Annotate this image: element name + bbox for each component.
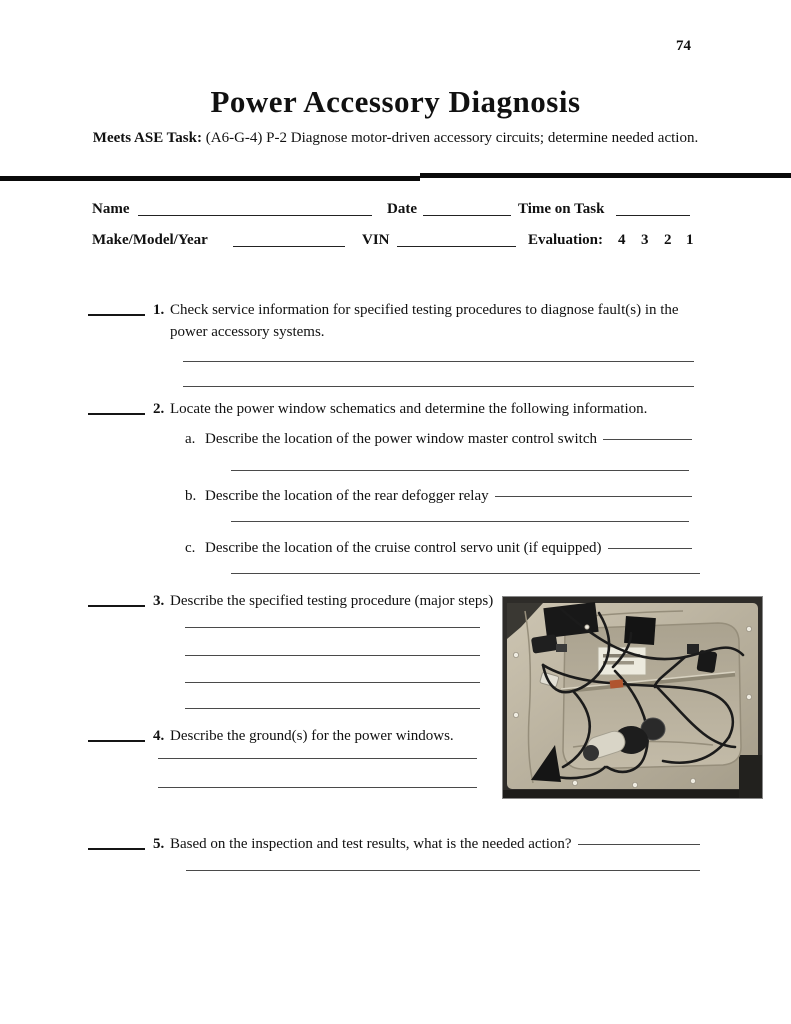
- item3-text: Describe the specified testing procedure (major steps): [170, 593, 494, 609]
- answer-line: [231, 470, 689, 471]
- answer-line: [186, 870, 700, 871]
- item2c-text: Describe the location of the cruise control servo unit (if equipped): [205, 540, 602, 556]
- answer-line: [158, 758, 477, 759]
- item2-number: 2.: [153, 401, 165, 417]
- evaluation-score-2: 2: [664, 232, 672, 248]
- task-item-4: [153, 726, 513, 748]
- task-item-5: [153, 834, 700, 856]
- page-title: Power Accessory Diagnosis: [210, 84, 581, 119]
- item2-check-line: [88, 413, 145, 415]
- evaluation-score-4: 4: [618, 232, 626, 248]
- task-item-1: [153, 300, 694, 344]
- item2b-write-line: [495, 496, 692, 497]
- date-field-line: [423, 215, 511, 216]
- item2a-text: Describe the location of the power window master control switch: [205, 431, 597, 447]
- item2b-text: Describe the location of the rear defogger relay: [205, 488, 489, 504]
- item1-number: 1.: [153, 302, 165, 318]
- item2-text: Locate the power window schematics and determine the following information.: [170, 401, 648, 417]
- answer-line: [185, 627, 480, 628]
- item4-check-line: [88, 740, 145, 742]
- name-field-line: [138, 215, 372, 216]
- item3-check-line: [88, 605, 145, 607]
- make-model-year-label: Make/Model/Year: [92, 232, 208, 248]
- header-divider-left: [0, 176, 420, 181]
- item5-check-line: [88, 848, 145, 850]
- answer-line: [183, 361, 694, 362]
- answer-line: [231, 521, 689, 522]
- item1-check-line: [88, 314, 145, 316]
- item5-text: Based on the inspection and test results, what is the needed action?: [170, 836, 572, 852]
- answer-line: [231, 573, 700, 574]
- item1-text: Check service information for specified testing procedures to diagnose fault(s) in the power accessory systems.: [170, 302, 679, 340]
- time-on-task-label: Time on Task: [518, 201, 605, 217]
- answer-line: [183, 386, 694, 387]
- answer-line: [185, 708, 480, 709]
- vin-field-line: [397, 246, 516, 247]
- item2a-write-line: [603, 439, 692, 440]
- task-item-2a: [185, 429, 692, 450]
- vin-label: VIN: [362, 232, 390, 248]
- answer-line: [185, 655, 480, 656]
- evaluation-score-3: 3: [641, 232, 649, 248]
- item2a-letter: a.: [185, 431, 196, 447]
- item5-number: 5.: [153, 836, 165, 852]
- item3-number: 3.: [153, 593, 165, 609]
- evaluation-score-1: 1: [686, 232, 694, 248]
- header-divider-right: [420, 173, 791, 178]
- item4-number: 4.: [153, 728, 165, 744]
- name-label: Name: [92, 201, 130, 217]
- task-item-2b: [185, 486, 692, 507]
- answer-line: [185, 682, 480, 683]
- date-label: Date: [387, 201, 417, 217]
- item4-text: Describe the ground(s) for the power windows.: [170, 728, 454, 744]
- item2b-letter: b.: [185, 488, 197, 504]
- time-on-task-field-line: [616, 215, 690, 216]
- make-model-year-field-line: [233, 246, 345, 247]
- ase-task-label: Meets ASE Task:: [92, 130, 202, 146]
- task-item-2: [153, 399, 694, 421]
- page-number: 74: [676, 38, 691, 54]
- harness-clip-red: [610, 679, 624, 688]
- evaluation-label: Evaluation:: [528, 232, 604, 248]
- answer-line: [158, 787, 477, 788]
- task-item-2c: [185, 538, 692, 559]
- item2c-write-line: [608, 548, 692, 549]
- item5-write-line: [578, 844, 700, 845]
- ase-task-text: (A6-G-4) P-2 Diagnose motor-driven accessory circuits; determine needed action.: [205, 130, 699, 146]
- ase-task-statement: [90, 128, 702, 148]
- item2c-letter: c.: [185, 540, 196, 556]
- door-panel-photo: [503, 597, 762, 798]
